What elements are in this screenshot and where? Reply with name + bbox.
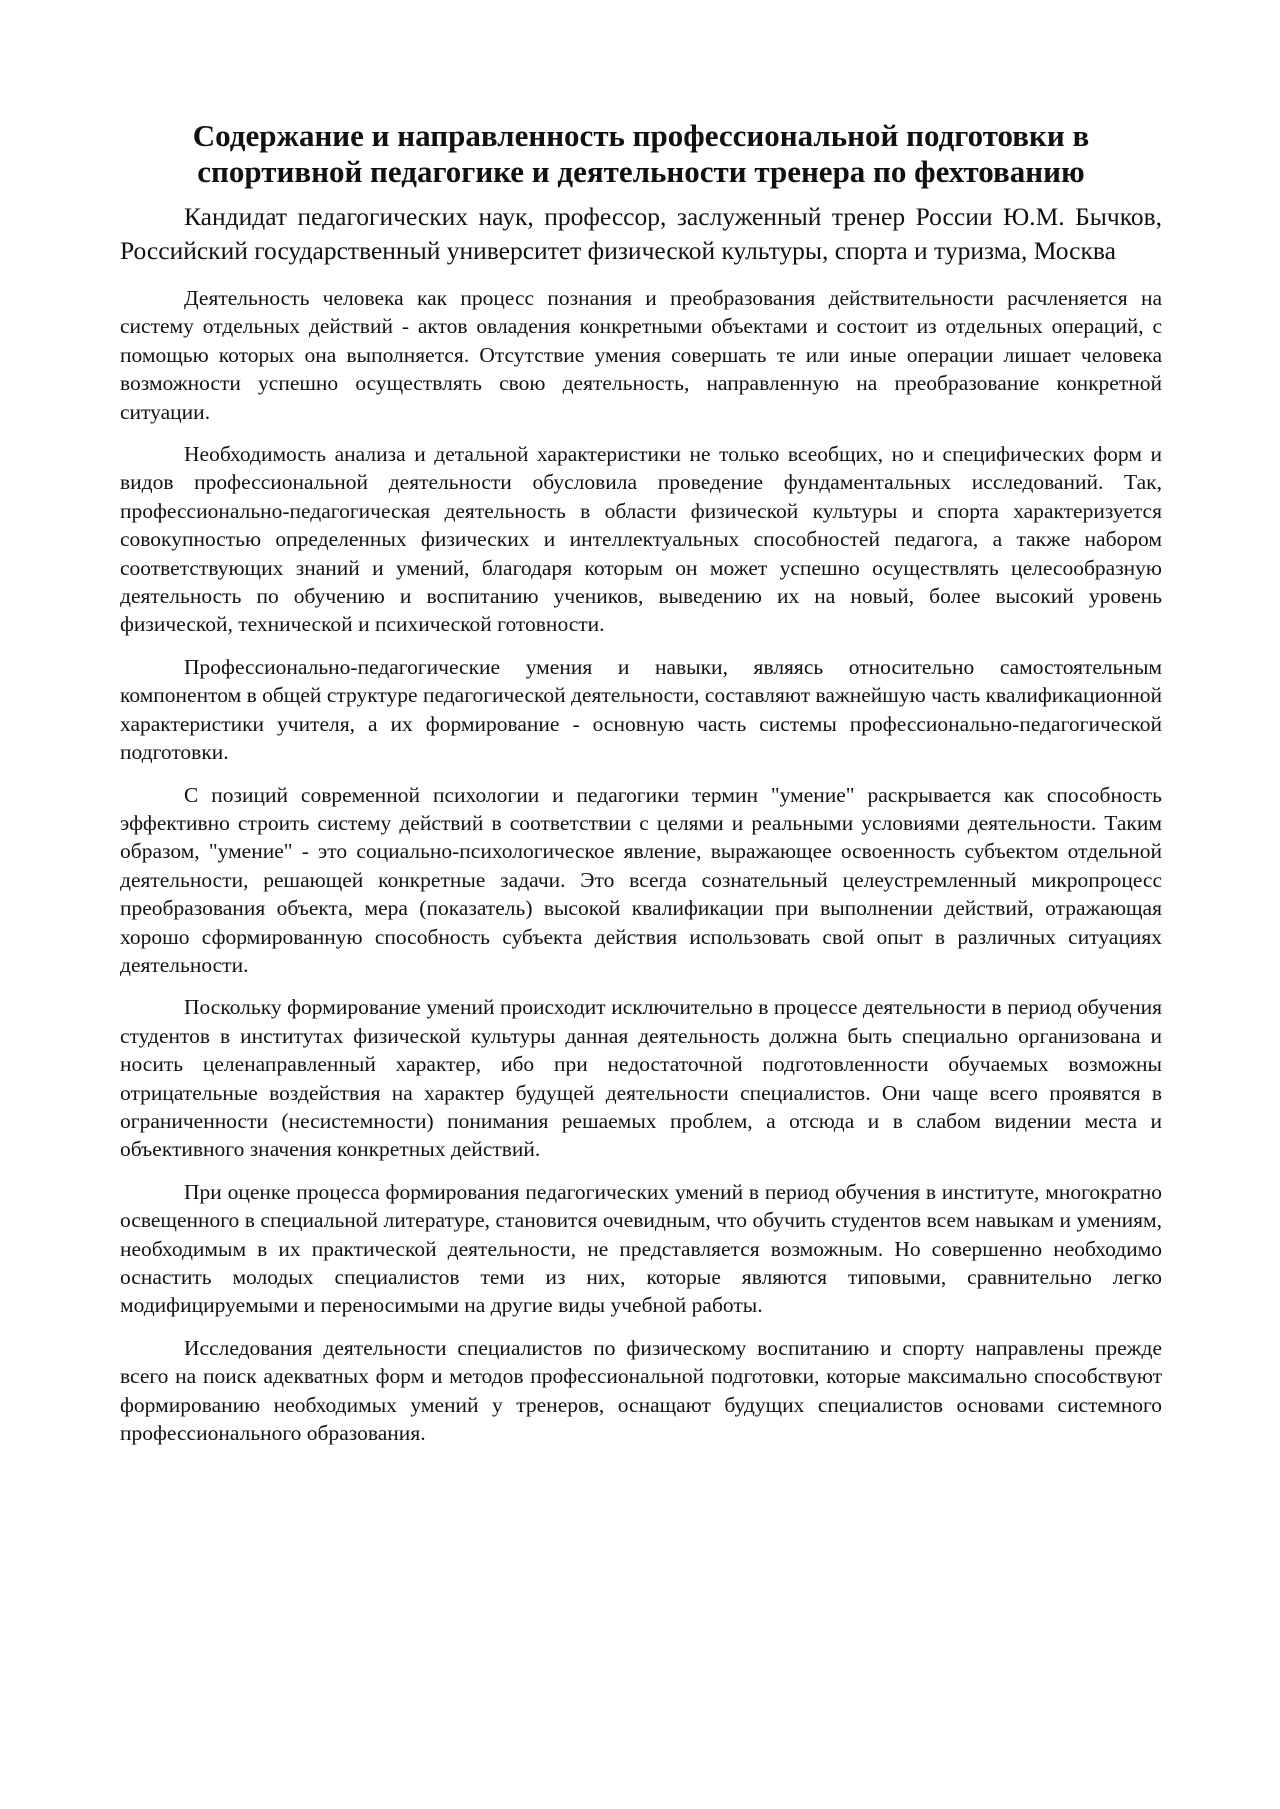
paragraph-5: Поскольку формирование умений происходит исключительно в процессе деятельности в период обучения студентов в институтах физической культуры данная деятельность должна быть специально организована и носить целенаправленный характер, ибо при недостаточной подготовленности обучаемых возможны отрицательные воздействия на характер будущей деятельности специалистов. Они чаще всего проявятся в ограниченности (несистемности) понимания решаемых проблем, а отсюда и в слабом видении места и объективного значения конкретных действий. — [120, 995, 1162, 1162]
paragraph-3: Профессионально-педагогические умения и навыки, являясь относительно самостоятельным компонентом в общей структуре педагогической деятельности, составляют важнейшую часть квалификационной характеристики учителя, а их формирование - основную часть системы профессионально-педагогической подготовки. — [120, 654, 1162, 765]
author-info: Кандидат педагогических наук, профессор, заслуженный тренер России Ю.М. Бычков, Российский государственный университет физической культуры, спорта и туризма, Москва — [120, 202, 1162, 265]
document-body — [120, 284, 1162, 1447]
paragraph-4: С позиций современной психологии и педагогики термин "умение" раскрывается как способность эффективно строить систему действий в соответствии с целями и реальными условиями деятельности. Таким образом, "умение" - это социально-психологическое явление, выражающее освоенность субъектом отдельной деятельности, решающей конкретные задачи. Это всегда сознательный целеустремленный микропроцесс преобразования объекта, мера (показатель) высокой квалификации при выполнении действий, отражающая хорошо сформированную способность субъекта действия использовать свой опыт в различных ситуациях деятельности. — [120, 782, 1162, 977]
document-page — [120, 118, 1162, 1461]
document-title: Содержание и направленность профессиональной подготовки в спортивной педагогике и деятельности тренера по фехтованию — [192, 118, 1090, 189]
paragraph-2: Необходимость анализа и детальной характеристики не только всеобщих, но и специфических форм и видов профессиональной деятельности обусловила проведение фундаментальных исследований. Так, профессионально-педагогическая деятельность в области физической культуры и спорта характеризуется совокупностью определенных физических и интеллектуальных способностей педагога, а также набором соответствующих знаний и умений, благодаря которым он может успешно осуществлять целесообразную деятельность по обучению и воспитанию учеников, выведению их на новый, более высокий уровень физической, технической и психической готовности. — [120, 442, 1162, 637]
paragraph-7: Исследования деятельности специалистов по физическому воспитанию и спорту направлены прежде всего на поиск адекватных форм и методов профессиональной подготовки, которые максимально способствуют формированию необходимых умений у тренеров, оснащают будущих специалистов основами системного профессионального образования. — [120, 1335, 1162, 1446]
paragraph-1: Деятельность человека как процесс познания и преобразования действительности расчленяется на систему отдельных действий - актов овладения конкретными объектами и состоит из отдельных операций, с помощью которых она выполняется. Отсутствие умения совершать те или иные операции лишает человека возможности успешно осуществлять свою деятельность, направленную на преобразование конкретной ситуации. — [120, 286, 1162, 424]
paragraph-6: При оценке процесса формирования педагогических умений в период обучения в институте, многократно освещенного в специальной литературе, становится очевидным, что обучить студентов всем навыкам и умениям, необходимым в их практической деятельности, не представляется возможным. Но совершенно необходимо оснастить молодых специалистов теми из них, которые являются типовыми, сравнительно легко модифицируемыми и переносимыми на другие виды учебной работы. — [120, 1179, 1162, 1318]
